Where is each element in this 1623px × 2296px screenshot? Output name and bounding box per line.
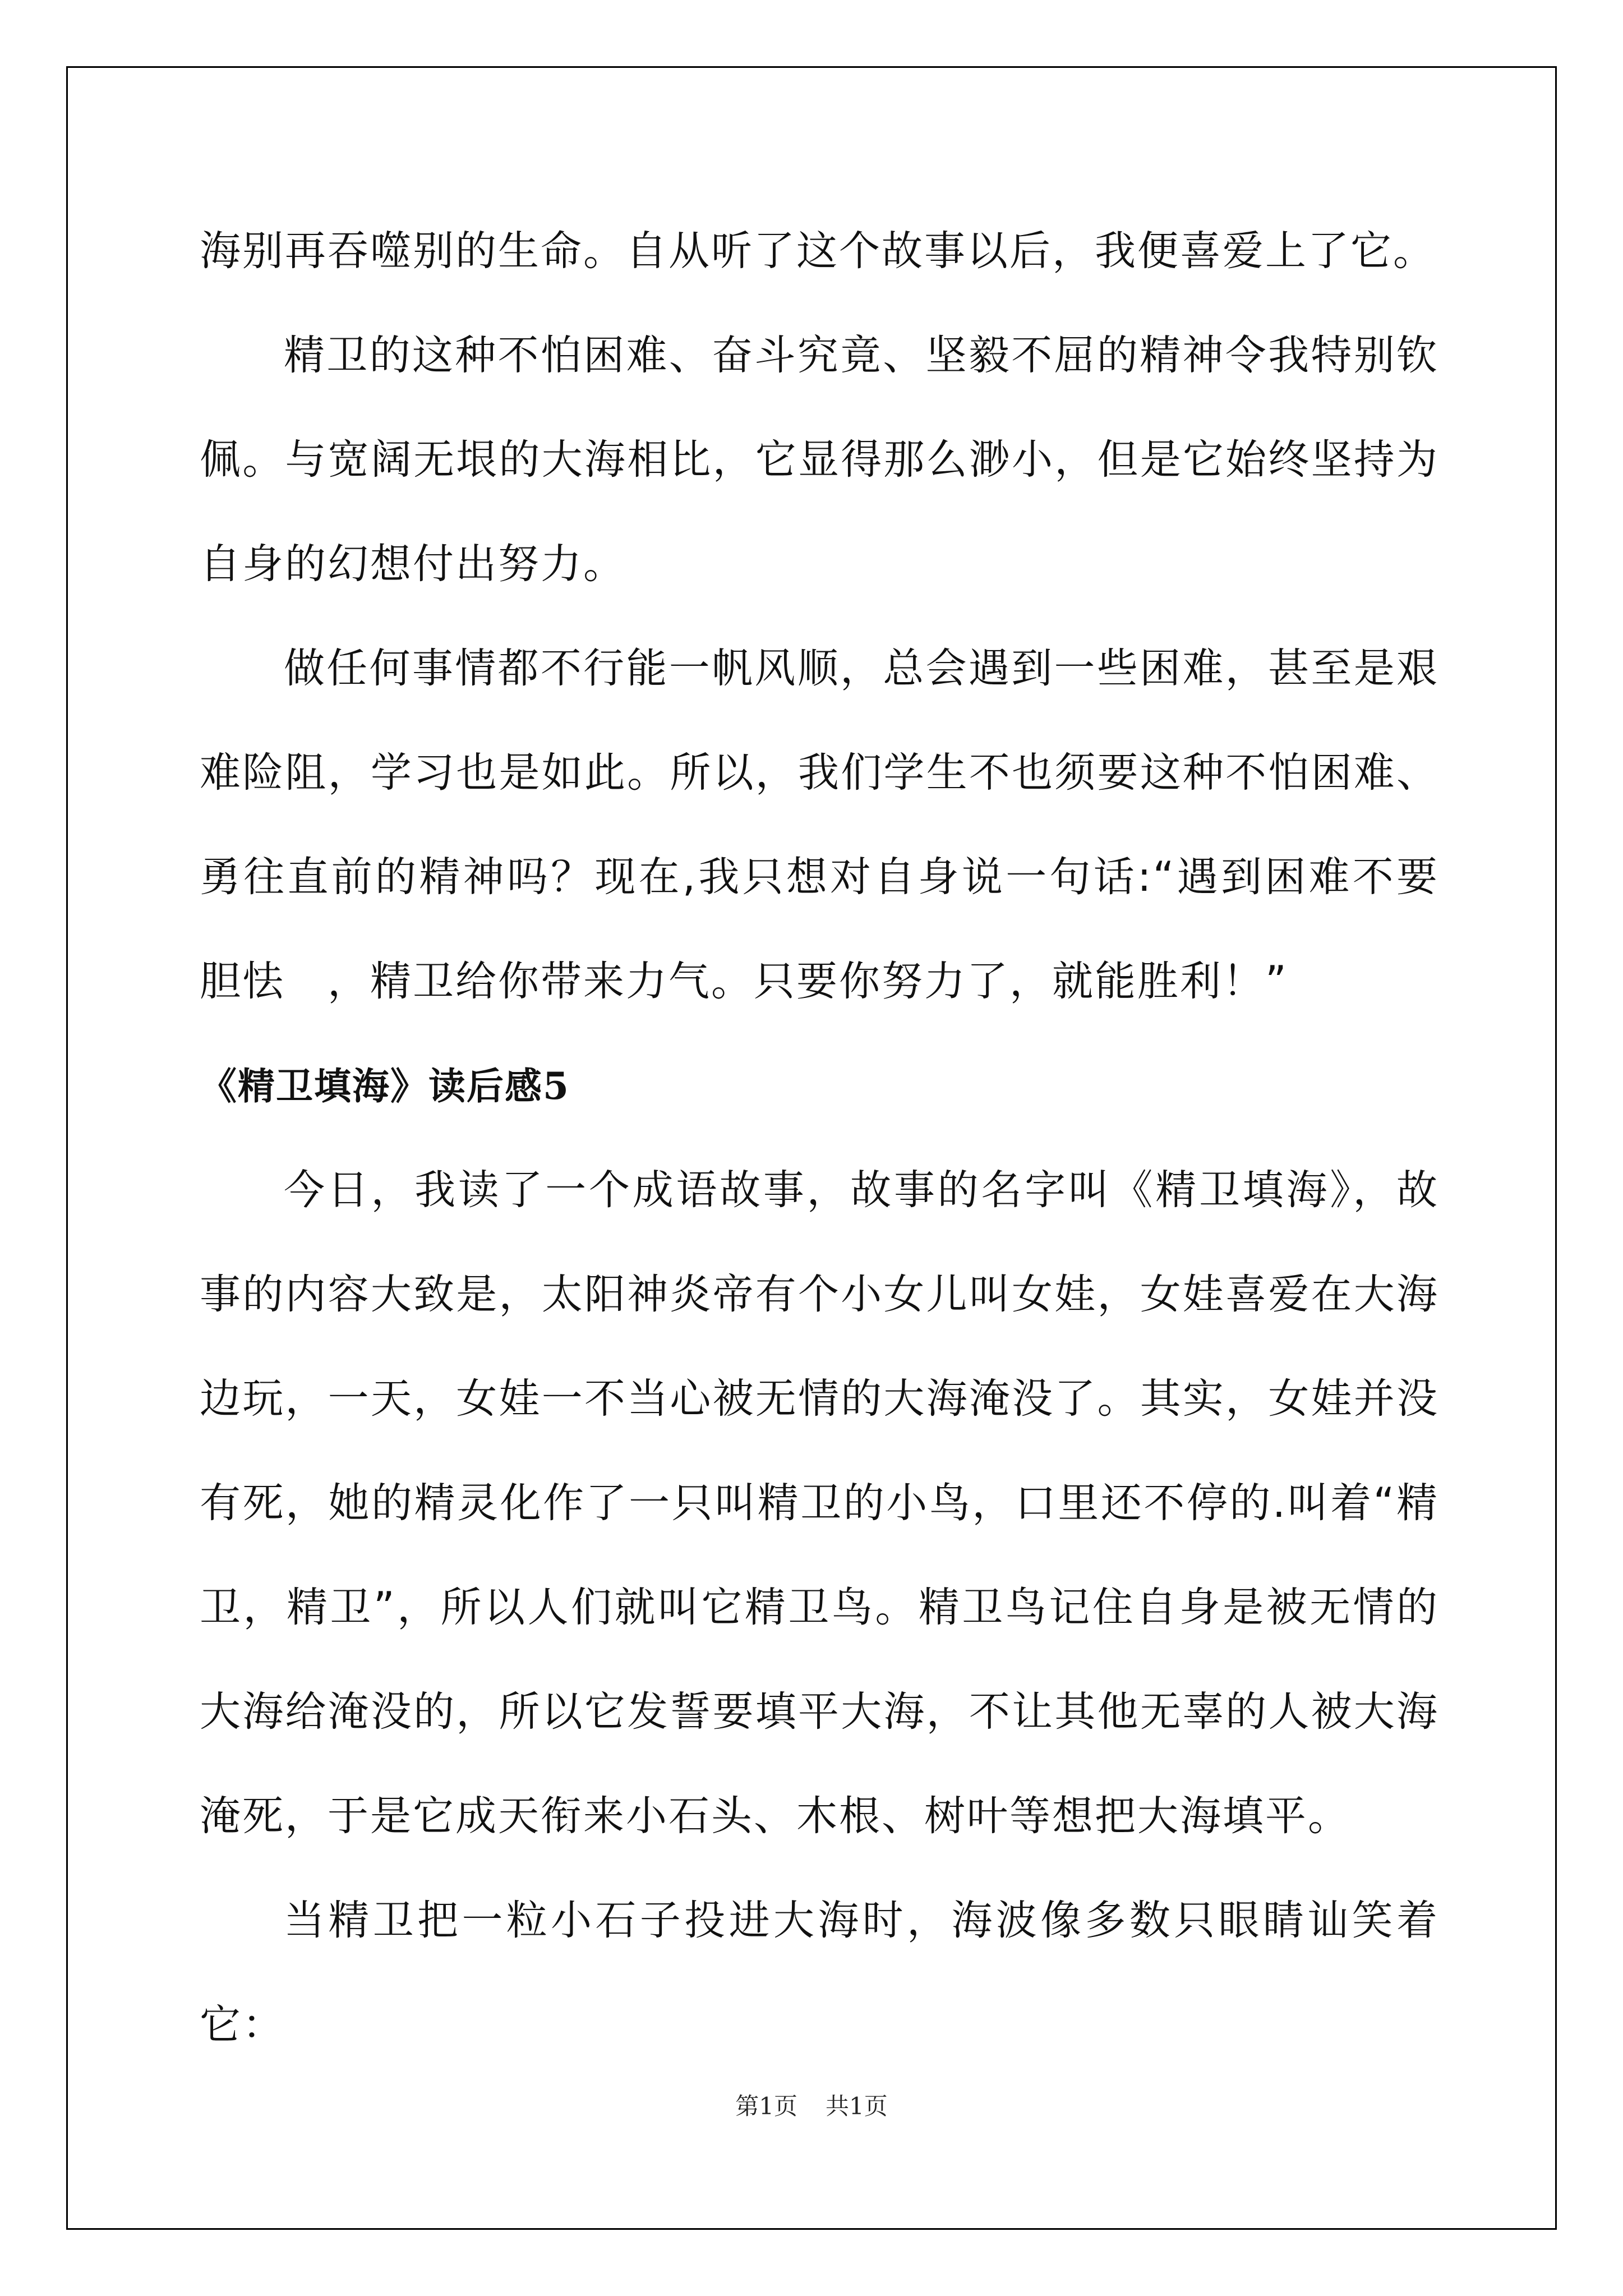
page-footer [0, 2088, 1623, 2122]
section-heading: 《精卫填海》读后感5 [200, 1064, 570, 1108]
paragraph: 海别再吞噬别的生命。自从听了这个故事以后，我便喜爱上了它。 [200, 227, 1436, 275]
page-total: 共1页 [826, 2092, 888, 2120]
paragraph: 当精卫把一粒小石子投进大海时，海波像多数只眼睛讪笑着它： [200, 1897, 1439, 2049]
paragraph: 今日，我读了一个成语故事，故事的名字叫《精卫填海》，故事的内容大致是，太阳神炎帝有个小女儿叫女娃，女娃喜爱在大海边玩，一天，女娃一不当心被无情的大海淹没了。其实，女娃并没有死，她的精灵化作了一只叫精卫的小鸟，口里还不停的.叫着“精卫，精卫”，所以人们就叫它精卫鸟。精卫鸟记住自身是被无情的大海给淹没的，所以它发誓要填平大海，不让其他无辜的人被大海淹死，于是它成天衔来小石头、木根、树叶等想把大海填平。 [200, 1166, 1439, 1840]
paragraph: 精卫的这种不怕困难、奋斗究竟、坚毅不屈的精神令我特别钦佩。与宽阔无垠的大海相比，它显得那么渺小，但是它始终坚持为自身的幻想付出努力。 [200, 332, 1439, 588]
document-body [200, 199, 1439, 2077]
page-number: 第1页 [735, 2092, 797, 2120]
paragraph: 做任何事情都不行能一帆风顺，总会遇到一些困难，甚至是艰难险阻，学习也是如此。所以，我们学生不也须要这种不怕困难、勇往直前的精神吗？现在,我只想对自身说一句话:“遇到困难不要胆怯 ，精卫给你带来力气。只要你努力了，就能胜利！” [200, 645, 1439, 1005]
